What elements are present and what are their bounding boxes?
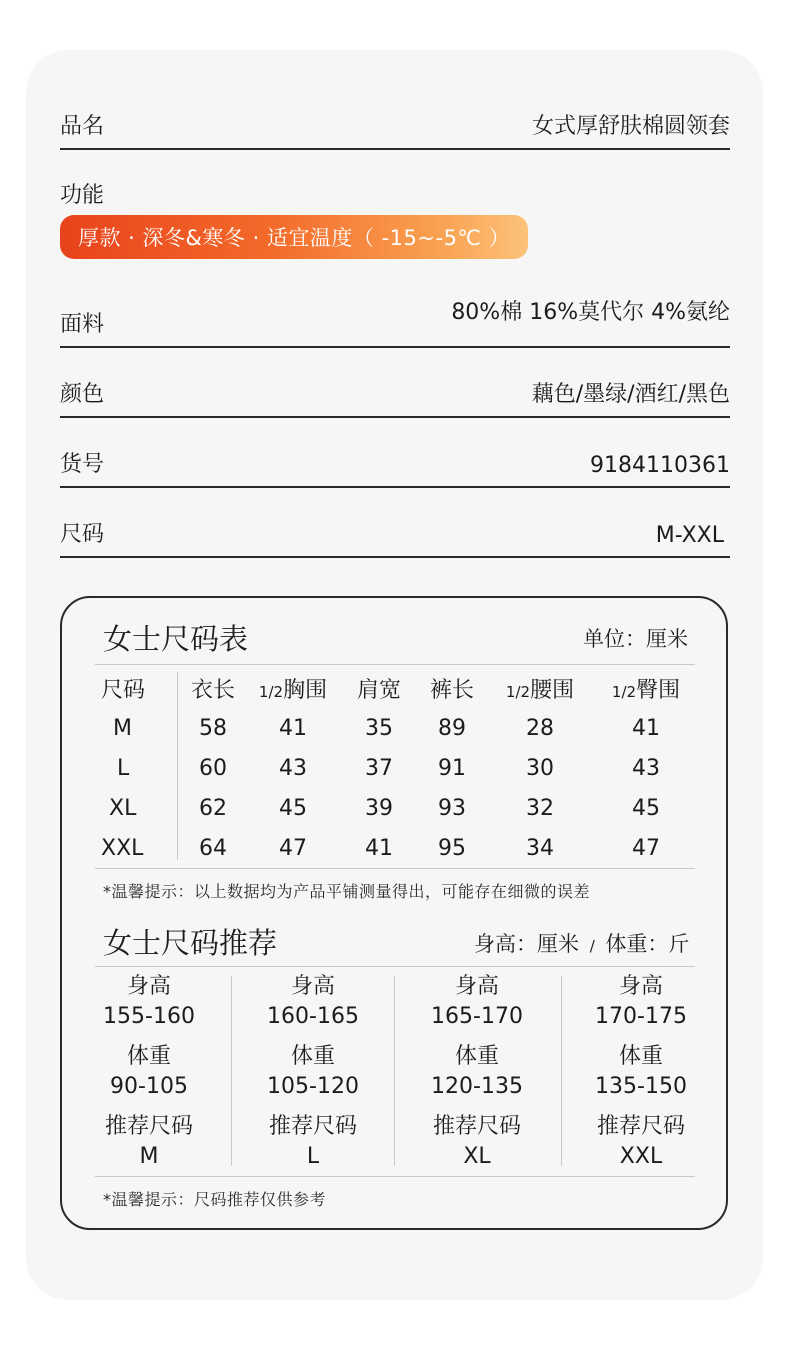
weight-label: 体重	[618, 1044, 663, 1069]
size-value: M	[139, 1144, 159, 1169]
row-product-name	[60, 108, 730, 150]
height-value: 170-175	[595, 1004, 687, 1029]
weight-value: 105-120	[267, 1074, 359, 1099]
table-row: L 60 43 37 91 30 43	[117, 755, 660, 781]
table-row: M 58 41 35 89 28 41	[113, 715, 660, 741]
height-label: 身高	[126, 974, 171, 999]
size-range-value: M-XXL	[655, 523, 724, 548]
sku-label: 货号	[60, 452, 105, 477]
divider	[95, 966, 695, 967]
row-fabric	[60, 300, 730, 348]
header-pants: 裤长	[429, 677, 474, 703]
height-label: 身高	[618, 974, 663, 999]
size-chart-unit: 单位：厘米	[583, 627, 688, 651]
row-color	[60, 374, 730, 418]
recommend-column	[559, 972, 723, 1172]
function-badge	[60, 215, 528, 259]
recommend-unit: 身高：厘米 / 体重：斤	[474, 932, 690, 956]
function-label: 功能	[60, 183, 105, 208]
header-waist: 1/2腰围	[505, 677, 575, 703]
color-label: 颜色	[60, 382, 105, 407]
row-sku	[60, 444, 730, 488]
sku-value: 9184110361	[590, 453, 730, 478]
product-name-label: 品名	[60, 114, 105, 139]
recommend-column	[67, 972, 231, 1172]
weight-value: 90-105	[110, 1074, 188, 1099]
recommend-title: 女士尺码推荐	[103, 926, 278, 960]
fabric-value: 80%棉 16%莫代尔 4%氨纶	[451, 300, 730, 325]
recommend-column	[231, 972, 395, 1172]
header-chest: 1/2胸围	[258, 677, 328, 703]
divider	[95, 1176, 695, 1177]
fabric-label: 面料	[60, 312, 105, 337]
size-range-label: 尺码	[60, 522, 105, 547]
row-size-range	[60, 514, 730, 558]
size-label: 推荐尺码	[596, 1114, 685, 1139]
size-value: XL	[463, 1144, 491, 1169]
weight-label: 体重	[454, 1044, 499, 1069]
table-row: XL 62 45 39 93 32 45	[109, 795, 660, 821]
size-label: 推荐尺码	[432, 1114, 521, 1139]
height-label: 身高	[290, 974, 335, 999]
weight-value: 120-135	[431, 1074, 523, 1099]
divider	[95, 868, 695, 869]
color-value: 藕色/墨绿/酒红/黑色	[531, 382, 730, 407]
recommend-column	[395, 972, 559, 1172]
height-value: 160-165	[267, 1004, 359, 1029]
header-length: 衣长	[190, 677, 235, 703]
recommend-note: *温馨提示：尺码推荐仅供参考	[103, 1190, 327, 1209]
table-header-row	[95, 668, 695, 708]
size-chart-title: 女士尺码表	[103, 622, 249, 656]
weight-label: 体重	[126, 1044, 171, 1069]
header-hip: 1/2臀围	[611, 677, 681, 703]
table-row: XXL 64 47 41 95 34 47	[101, 835, 660, 861]
header-shoulder: 肩宽	[356, 677, 401, 703]
size-table	[95, 668, 695, 868]
size-value: XXL	[619, 1144, 663, 1169]
weight-label: 体重	[290, 1044, 335, 1069]
height-label: 身高	[454, 974, 499, 999]
size-chart-note: *温馨提示：以上数据均为产品平铺测量得出，可能存在细微的误差	[103, 882, 591, 901]
divider	[95, 664, 695, 665]
height-value: 155-160	[103, 1004, 195, 1029]
function-value: 厚款 · 深冬&寒冬 · 适宜温度（ -15~-5℃ ）	[78, 226, 511, 250]
product-name-value: 女式厚舒肤棉圆领套	[531, 114, 730, 139]
header-size: 尺码	[101, 677, 146, 703]
size-value: L	[306, 1144, 320, 1169]
size-label: 推荐尺码	[268, 1114, 357, 1139]
size-label: 推荐尺码	[104, 1114, 193, 1139]
height-value: 165-170	[431, 1004, 523, 1029]
weight-value: 135-150	[595, 1074, 687, 1099]
